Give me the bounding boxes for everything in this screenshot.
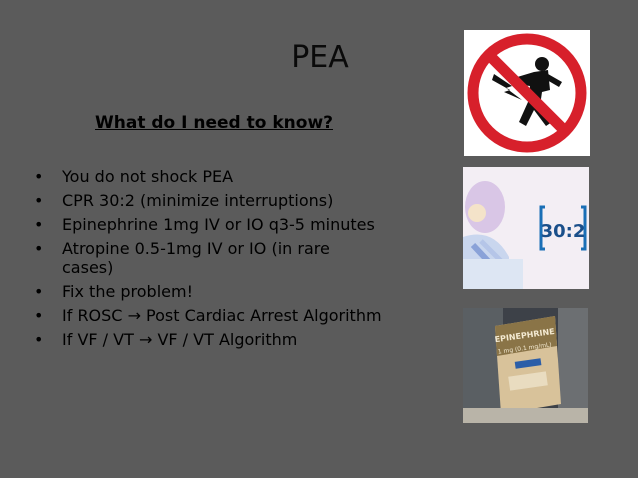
cpr-ratio-image: [463, 167, 589, 289]
bullet-dot: •: [34, 330, 44, 349]
bullet-text: Epinephrine 1mg IV or IO q3-5 minutes: [62, 215, 375, 234]
bullet-item: [34, 191, 384, 210]
epinephrine-box: [494, 316, 561, 414]
slide-subtitle: What do I need to know?: [95, 113, 334, 133]
bullet-item: [34, 167, 384, 186]
bullet-list: [34, 167, 384, 354]
bullet-item: [34, 306, 384, 325]
bullet-text: If ROSC → Post Cardiac Arrest Algorithm: [62, 306, 382, 325]
bullet-text: If VF / VT → VF / VT Algorithm: [62, 330, 298, 349]
bullet-dot: •: [34, 191, 44, 210]
ratio-label: 30:2: [540, 221, 586, 242]
epinephrine-box-image: [463, 308, 588, 423]
bullet-text: You do not shock PEA: [62, 167, 234, 186]
bullet-item: [34, 282, 384, 301]
bullet-dot: •: [34, 239, 44, 258]
bullet-dot: •: [34, 215, 44, 234]
vial-label-drug: EPINEPHRINE: [494, 326, 556, 345]
vial-label-dose: 1 mg (0.1 mg/mL): [497, 341, 553, 356]
bullet-text: Atropine 0.5-1mg IV or IO (in rare cases): [62, 239, 330, 277]
bullet-text: Fix the problem!: [62, 282, 193, 301]
bullet-text: CPR 30:2 (minimize interruptions): [62, 191, 334, 210]
bullet-dot: •: [34, 167, 44, 186]
bullet-item: [34, 330, 384, 349]
bullet-item: [34, 239, 384, 277]
bullet-item: [34, 215, 384, 234]
bullet-dot: •: [34, 282, 44, 301]
bullet-dot: •: [34, 306, 44, 325]
no-shock-sign-image: [464, 30, 590, 156]
slide-title: PEA: [291, 40, 349, 75]
